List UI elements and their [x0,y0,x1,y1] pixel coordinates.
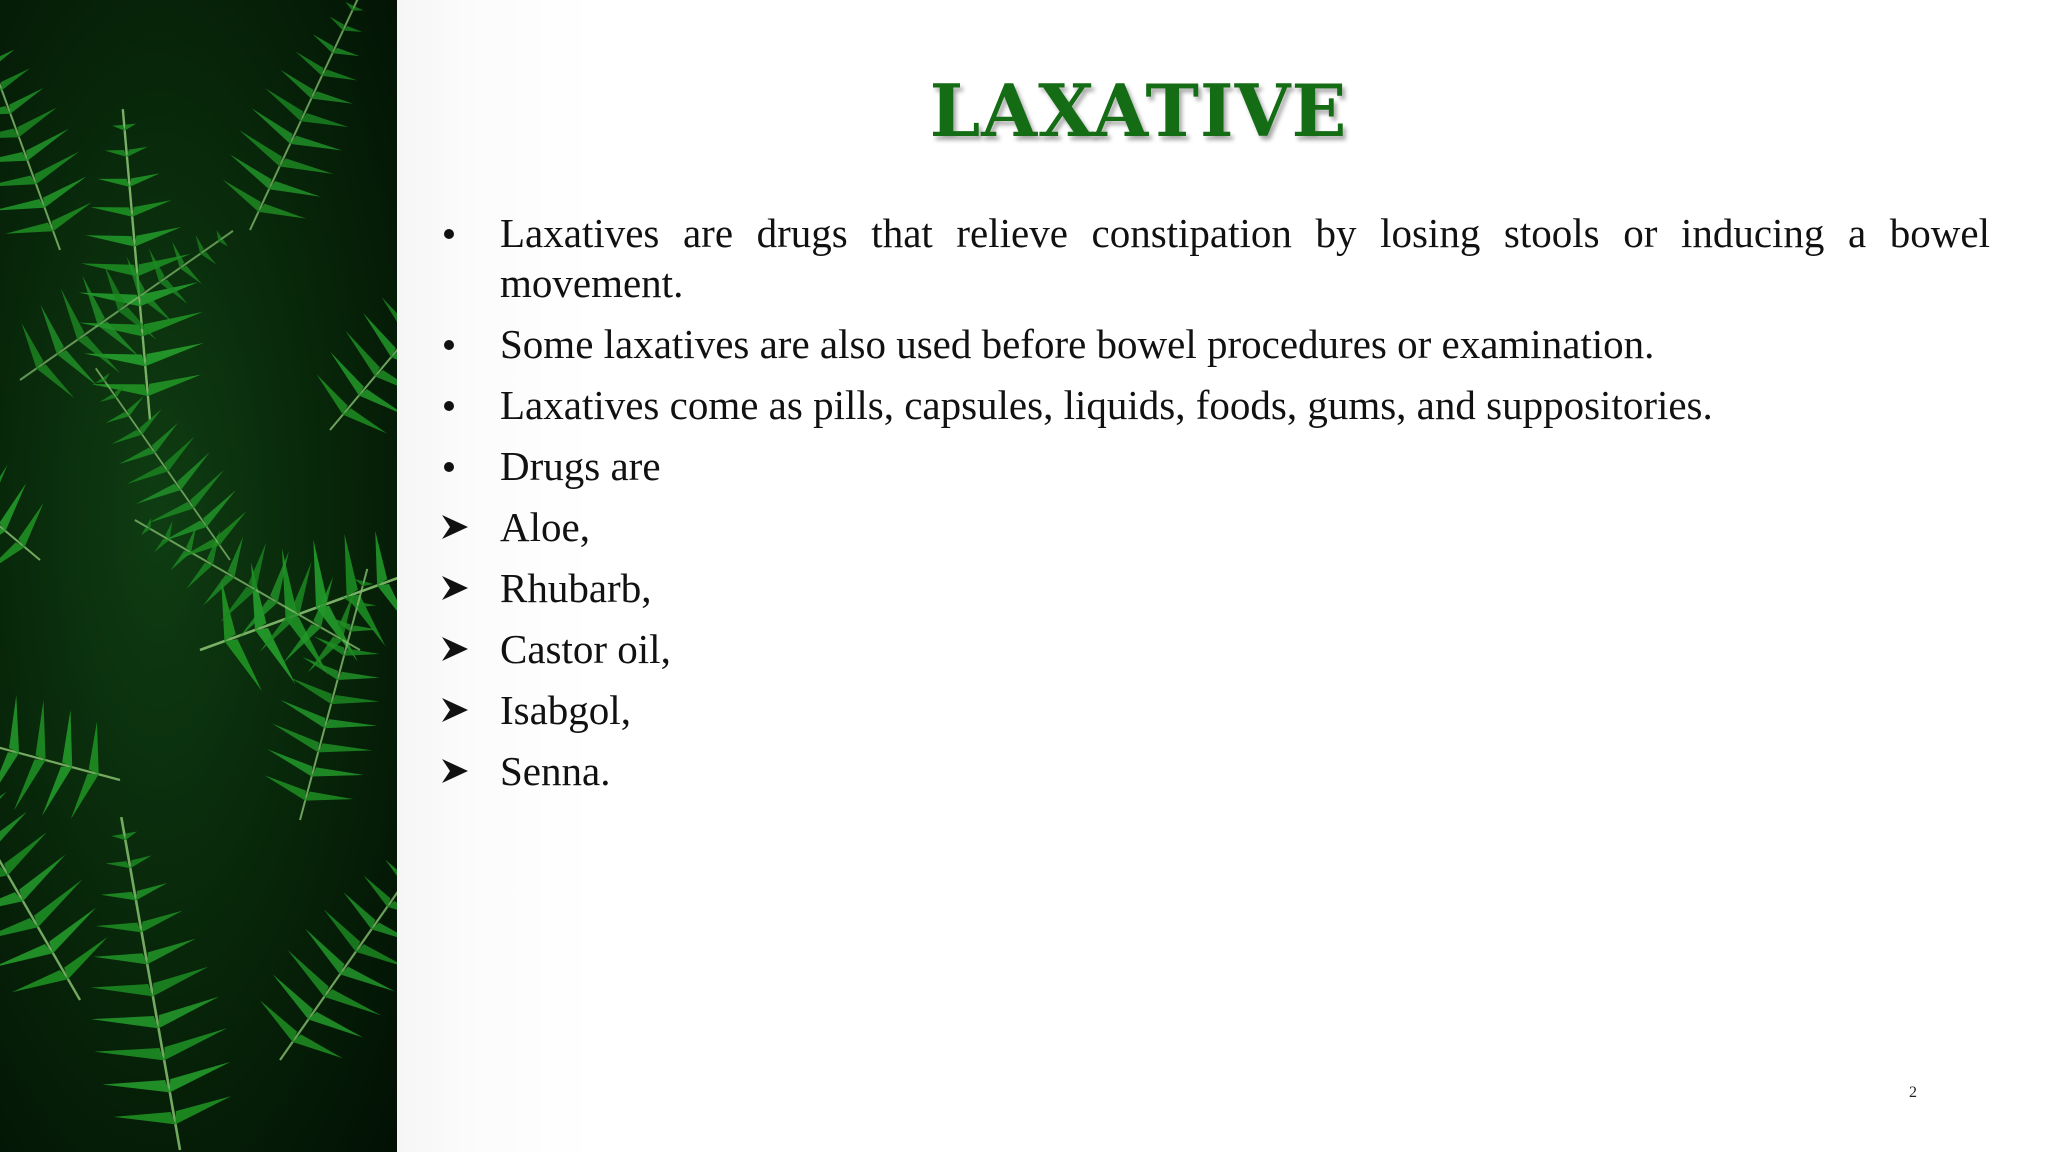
bullet-dot-icon [440,319,480,369]
list-item [440,502,1990,552]
bullet-dot-icon [440,208,480,258]
list-item-text: Laxatives are drugs that relieve constipation by losing stools or inducing a bowel movement. [500,210,1990,306]
arrow-bullet-icon [440,502,480,552]
list-item-text: Isabgol, [500,687,631,733]
list-item [440,746,1990,796]
list-item [440,380,1990,430]
bullet-dot-icon [440,380,480,430]
arrow-bullet-icon [440,746,480,796]
list-item [440,624,1990,674]
page-number: 2 [1909,1084,1917,1101]
list-item-text: Senna. [500,748,611,794]
list-item [440,563,1990,613]
list-item-text: Rhubarb, [500,565,652,611]
content-area [397,0,2048,1152]
fern-leaves-image [0,0,397,1152]
arrow-bullet-icon [440,563,480,613]
list-item-text: Laxatives come as pills, capsules, liquids, foods, gums, and suppositories. [500,382,1713,428]
slide-title: LAXATIVE [929,68,1348,153]
list-item-text: Aloe, [500,504,590,550]
list-item-text: Some laxatives are also used before bowel procedures or examination. [500,321,1655,367]
list-item [440,441,1990,491]
list-item-text: Drugs are [500,443,661,489]
bullet-dot-icon [440,441,480,491]
arrow-bullet-icon [440,685,480,735]
list-item [440,208,1990,308]
arrow-bullet-icon [440,624,480,674]
list-item [440,319,1990,369]
list-item [440,685,1990,735]
bullet-list [440,208,1990,807]
list-item-text: Castor oil, [500,626,671,672]
fern-illustration [0,0,397,1152]
